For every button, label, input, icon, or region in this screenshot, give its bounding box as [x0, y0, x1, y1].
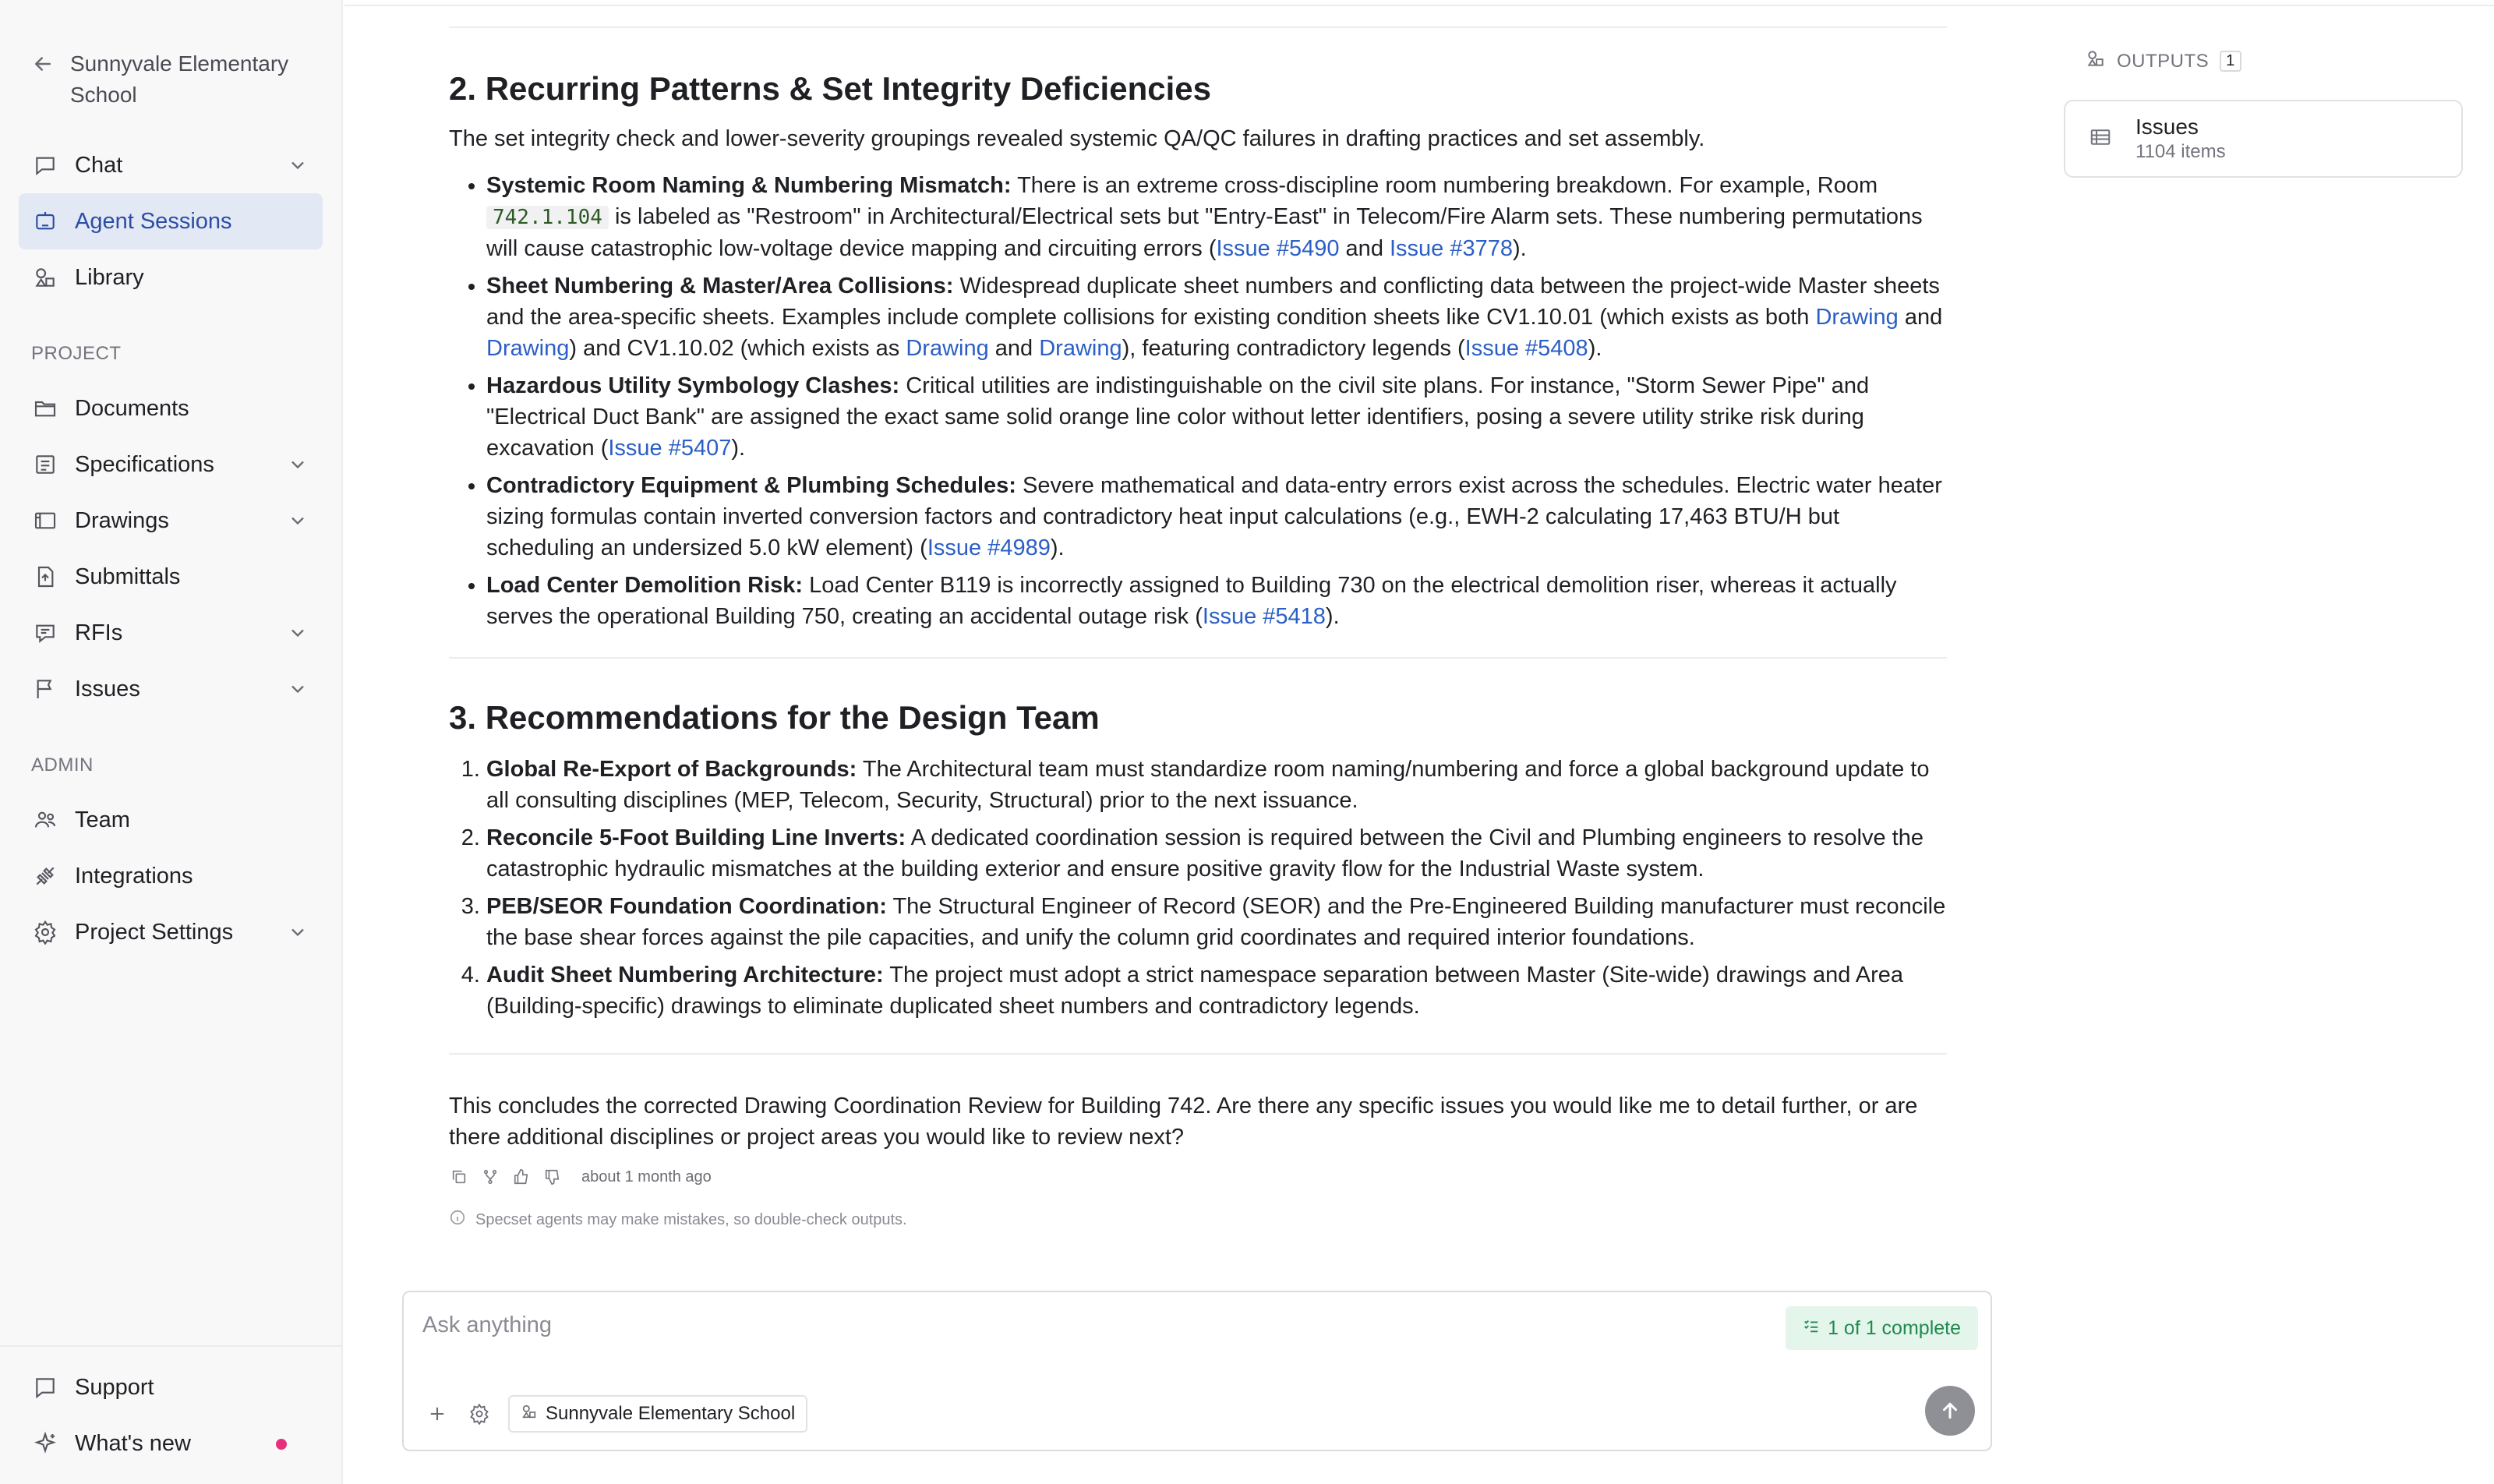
table-icon	[2089, 125, 2112, 153]
chevron-down-icon[interactable]	[287, 154, 309, 176]
nav-agent-sessions[interactable]	[19, 193, 323, 249]
item-text: and	[1339, 236, 1390, 261]
settings-icon[interactable]	[466, 1401, 493, 1427]
nav-issues-label: Issues	[75, 676, 140, 701]
list-item	[486, 754, 1947, 816]
submittals-icon	[31, 563, 59, 591]
nav-team-label: Team	[75, 807, 130, 832]
item-text: A dedicated coordination session is required between the Civil and Plumbing engineers to resolve the catastrophic hydraulic mismatches at the building exterior and ensure positive gravity flow for the Industrial Waste system.	[486, 825, 1923, 882]
nav-support[interactable]	[19, 1359, 323, 1415]
issue-link[interactable]: Issue #3778	[1390, 236, 1514, 261]
item-text: and	[988, 336, 1040, 361]
nav-project-settings[interactable]	[19, 904, 323, 960]
support-icon	[31, 1373, 59, 1401]
item-heading: Reconcile 5-Foot Building Line Inverts:	[486, 825, 906, 850]
project-section-label: PROJECT	[31, 343, 122, 364]
disclaimer	[449, 1209, 1947, 1231]
sparkle-icon	[31, 1429, 59, 1458]
copy-icon[interactable]	[449, 1167, 469, 1187]
team-icon	[31, 806, 59, 834]
sidebar-divider	[0, 1345, 341, 1347]
item-text: Widespread duplicate sheet numbers and conflicting data between the project-wide Master sheets and the area-specific sheets. Examples include complete collisions for existing condition sheets like CV1.10.01 (which exists as both	[486, 274, 1940, 330]
chevron-down-icon[interactable]	[287, 510, 309, 532]
drawing-link[interactable]: Drawing	[1815, 305, 1899, 330]
nav-team[interactable]	[19, 792, 323, 848]
list-item	[486, 822, 1947, 885]
checklist-icon	[1803, 1317, 1820, 1340]
section-2-intro: The set integrity check and lower-severity groupings revealed systemic QA/QC failures in drafting practices and set assembly.	[449, 126, 1705, 151]
message-actions	[449, 1167, 1947, 1187]
issue-link[interactable]: Issue #5490	[1216, 236, 1340, 261]
item-heading: Load Center Demolition Risk:	[486, 573, 804, 598]
nav-library-label: Library	[75, 264, 144, 290]
outputs-count: 1	[2220, 51, 2241, 72]
org-header[interactable]	[31, 48, 327, 111]
chevron-down-icon[interactable]	[287, 921, 309, 943]
item-text: ).	[1325, 604, 1340, 629]
list-item	[486, 470, 1947, 564]
closing-text: This concludes the corrected Drawing Coordination Review for Building 742. Are there any specific issues you would like me to detail further, or are there additional disciplines or project areas you would like to review next?	[449, 1094, 1918, 1150]
nav-library[interactable]	[19, 249, 323, 306]
chat-main	[344, 0, 2020, 1484]
drawing-link[interactable]: Drawing	[1039, 336, 1122, 361]
item-text: ).	[1513, 236, 1527, 261]
output-card-subtitle: 1104 items	[2135, 141, 2226, 162]
nav-integrations[interactable]	[19, 848, 323, 904]
project-icon	[521, 1403, 538, 1426]
item-text: and	[1898, 305, 1943, 330]
item-text: Critical utilities are indistinguishable on the civil site plans. For instance, "Storm Sewer Pipe" and "Electrical Duct Bank" are assigned the exact same solid orange line color without letter identifiers, posing a severe utility strike risk during excavation (	[486, 373, 1870, 461]
task-progress-text: 1 of 1 complete	[1828, 1316, 1961, 1339]
branch-icon[interactable]	[480, 1167, 500, 1187]
nav-integrations-label: Integrations	[75, 863, 193, 889]
info-icon	[449, 1209, 466, 1231]
assistant-message	[449, 26, 1947, 1231]
output-card-issues[interactable]	[2064, 100, 2463, 178]
item-text: ), featuring contradictory legends (	[1122, 336, 1465, 361]
item-text: ).	[1588, 336, 1602, 361]
back-arrow-icon[interactable]	[31, 48, 55, 80]
list-item	[486, 170, 1947, 264]
nav-agent-sessions-label: Agent Sessions	[75, 208, 232, 234]
chevron-down-icon[interactable]	[287, 454, 309, 475]
message-composer[interactable]	[402, 1291, 1992, 1451]
disclaimer-text: Specset agents may make mistakes, so double-check outputs.	[475, 1210, 907, 1228]
nav-whats-new[interactable]	[19, 1415, 323, 1472]
sidebar	[0, 0, 343, 1484]
spec-icon	[31, 450, 59, 479]
gear-icon	[31, 918, 59, 946]
nav-chat-label: Chat	[75, 152, 123, 178]
chevron-down-icon[interactable]	[287, 678, 309, 700]
item-text: ).	[731, 436, 746, 461]
room-code: 742.1.104	[486, 206, 609, 229]
project-chip-label: Sunnyvale Elementary School	[546, 1403, 796, 1424]
nav-project-settings-label: Project Settings	[75, 919, 234, 945]
nav-specifications-label: Specifications	[75, 451, 214, 477]
drawing-link[interactable]: Drawing	[906, 336, 989, 361]
item-text: The Structural Engineer of Record (SEOR) and the Pre-Engineered Building manufacturer must reconcile the base shear forces against the pile capacities, and unify the column grid coordinates and required interior foundations.	[486, 894, 1946, 950]
nav-drawings-label: Drawings	[75, 507, 169, 533]
item-heading: Hazardous Utility Symbology Clashes:	[486, 373, 900, 398]
section-2-list	[449, 170, 1947, 632]
list-item	[486, 891, 1947, 953]
composer-input[interactable]: Ask anything	[422, 1313, 553, 1337]
item-heading: Systemic Room Naming & Numbering Mismatch:	[486, 173, 1012, 198]
message-timestamp: about 1 month ago	[581, 1168, 712, 1185]
list-item	[486, 270, 1947, 364]
composer-tools	[424, 1395, 807, 1433]
thumbs-up-icon[interactable]	[511, 1167, 532, 1187]
nav-submittals[interactable]	[19, 549, 323, 605]
item-text: Load Center B119 is incorrectly assigned to Building 730 on the electrical demolition riser, whereas it actually serves the operational Building 750, creating an accidental outage risk (	[486, 573, 1897, 629]
issue-link[interactable]: Issue #5407	[608, 436, 732, 461]
item-text: There is an extreme cross-discipline room numbering breakdown. For example, Room	[1011, 173, 1878, 198]
chat-icon	[31, 151, 59, 179]
nav-documents-label: Documents	[75, 395, 189, 421]
rfi-icon	[31, 619, 59, 647]
nav-support-label: Support	[75, 1374, 154, 1400]
outputs-icon	[2086, 48, 2106, 74]
section-3-list	[449, 754, 1947, 1022]
integrations-icon	[31, 862, 59, 890]
item-text: The project must adopt a strict namespace separation between Master (Site-wide) drawings and Area (Building-specific) drawings to eliminate duplicated sheet numbers and contradictory legends.	[486, 963, 1904, 1019]
nav-documents[interactable]	[19, 380, 323, 436]
drawings-icon	[31, 507, 59, 535]
item-text: Severe mathematical and data-entry errors exist across the schedules. Electric water heater sizing formulas contain inverted conversion factors and contradictory heat input calculations (e.g., EWH-2 calculating 17,463 BTU/H but scheduling an undersized 5.0 kW element) (	[486, 473, 1942, 560]
nav-whats-new-label: What's new	[75, 1430, 191, 1456]
project-chip[interactable]	[508, 1395, 807, 1433]
section-3-title: 3. Recommendations for the Design Team	[449, 699, 1100, 736]
item-heading: Audit Sheet Numbering Architecture:	[486, 963, 884, 988]
nav-chat[interactable]	[19, 137, 323, 193]
issue-link[interactable]: Issue #5408	[1464, 336, 1588, 361]
item-text: ) and CV1.10.02 (which exists as	[569, 336, 906, 361]
issue-link[interactable]: Issue #5418	[1202, 604, 1326, 629]
output-card-title: Issues	[2135, 115, 2199, 139]
arrow-up-icon	[1938, 1399, 1962, 1422]
top-border	[344, 0, 2494, 6]
item-heading: PEB/SEOR Foundation Coordination:	[486, 894, 887, 919]
folder-icon	[31, 394, 59, 422]
flag-icon	[31, 675, 59, 703]
list-item	[486, 370, 1947, 464]
nav-drawings[interactable]	[19, 493, 323, 549]
divider	[449, 657, 1947, 659]
list-item	[486, 959, 1947, 1022]
agent-icon	[31, 207, 59, 235]
send-button[interactable]	[1925, 1386, 1975, 1436]
item-heading: Contradictory Equipment & Plumbing Schedules:	[486, 473, 1016, 498]
outputs-header	[2086, 48, 2241, 74]
item-heading: Global Re-Export of Backgrounds:	[486, 757, 857, 782]
nav-specifications[interactable]	[19, 436, 323, 493]
nav-issues[interactable]	[19, 661, 323, 717]
divider	[449, 1053, 1947, 1055]
thumbs-down-icon[interactable]	[542, 1167, 563, 1187]
outputs-label: OUTPUTS	[2117, 50, 2210, 72]
list-item	[486, 570, 1947, 632]
library-icon	[31, 263, 59, 292]
nav-rfis-label: RFIs	[75, 620, 123, 645]
admin-section-label: ADMIN	[31, 754, 94, 776]
task-progress-badge[interactable]	[1786, 1306, 1978, 1350]
chevron-down-icon[interactable]	[287, 622, 309, 644]
divider	[449, 26, 1947, 28]
org-name: Sunnyvale Elementary School	[70, 51, 289, 107]
item-text: The Architectural team must standardize room naming/numbering and force a global background update to all consulting disciplines (MEP, Telecom, Security, Structural) prior to the next issuance.	[486, 757, 1930, 813]
section-2-title: 2. Recurring Patterns & Set Integrity Deficiencies	[449, 70, 1211, 107]
add-icon[interactable]	[424, 1401, 450, 1427]
notification-dot	[276, 1439, 287, 1450]
issue-link[interactable]: Issue #4989	[927, 535, 1051, 560]
item-text: ).	[1050, 535, 1065, 560]
nav-rfis[interactable]	[19, 605, 323, 661]
item-heading: Sheet Numbering & Master/Area Collisions:	[486, 274, 954, 299]
drawing-link[interactable]: Drawing	[486, 336, 570, 361]
nav-submittals-label: Submittals	[75, 564, 181, 589]
item-text: is labeled as "Restroom" in Architectural/Electrical sets but "Entry-East" in Telecom/Fire Alarm sets. These numbering permutations will cause catastrophic low-voltage device mapping and circuiting errors (	[486, 204, 1923, 261]
